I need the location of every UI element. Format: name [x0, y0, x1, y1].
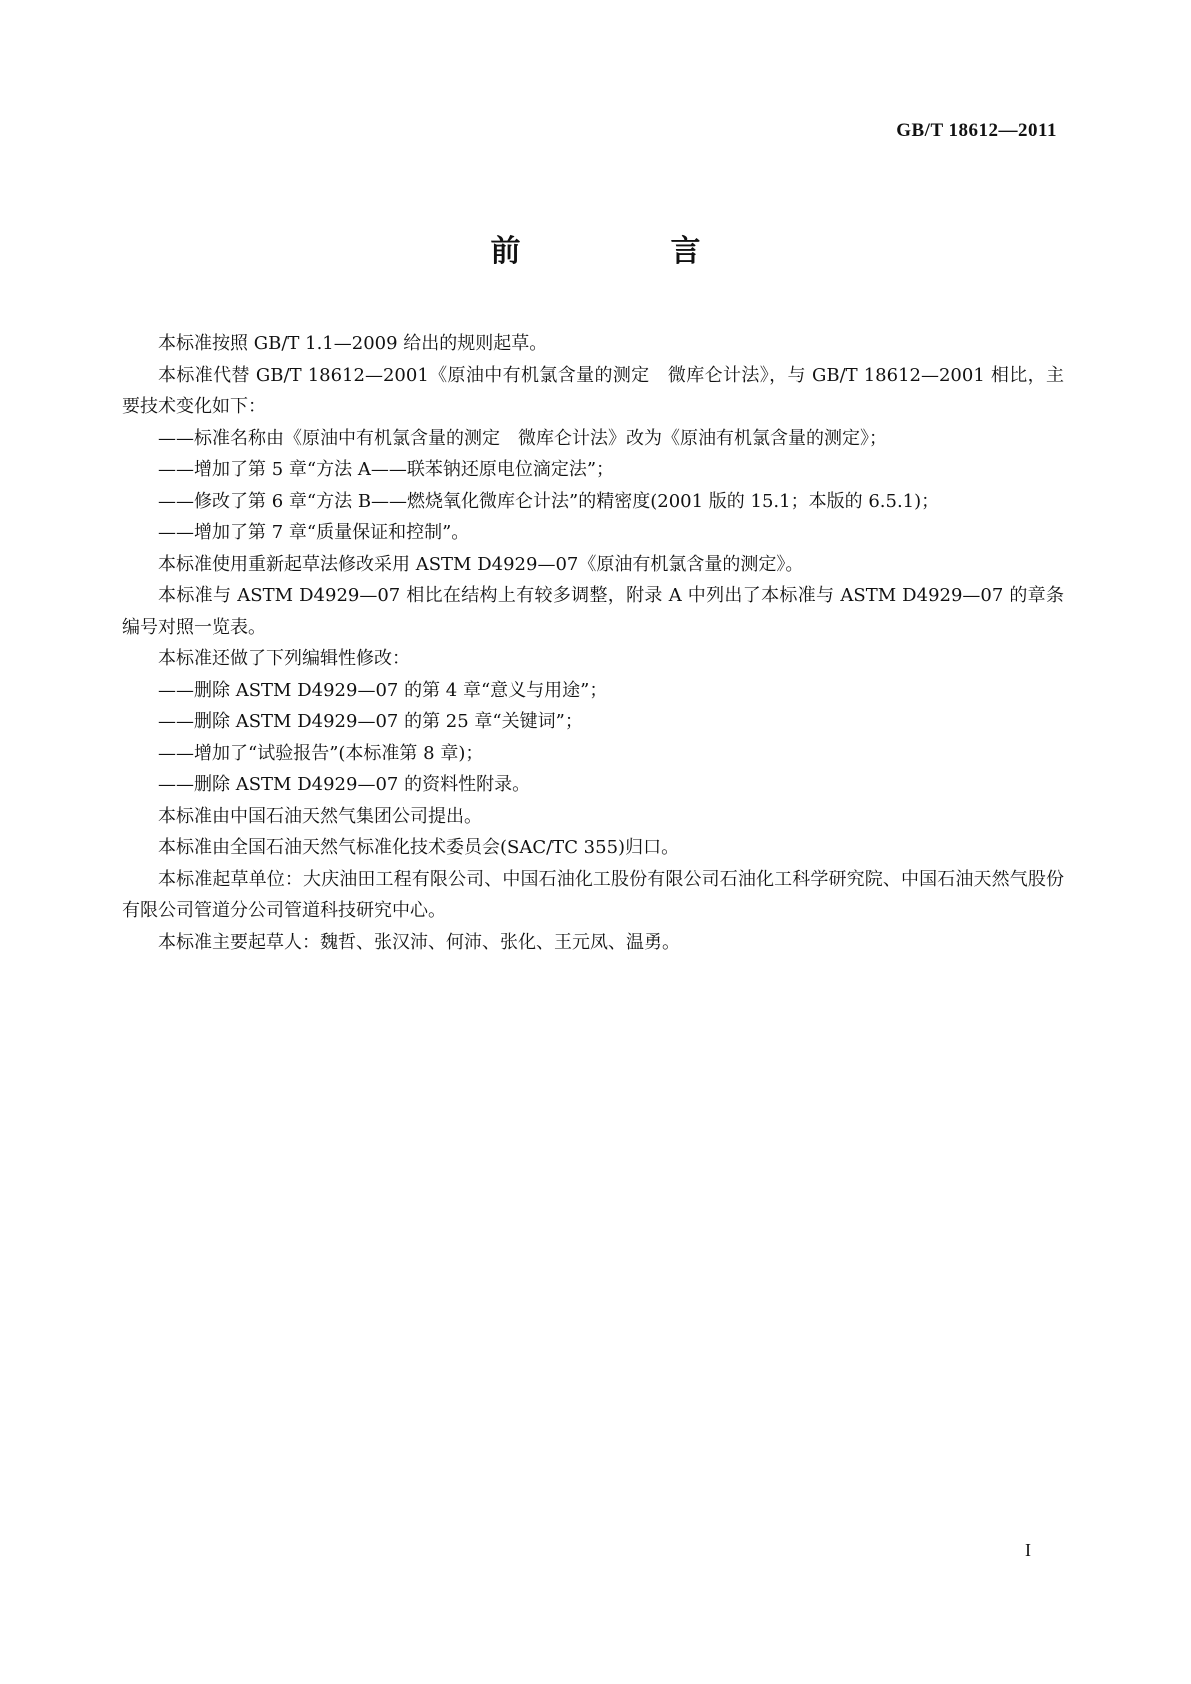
list-item: ——标准名称由《原油中有机氯含量的测定 微库仑计法》改为《原油有机氯含量的测定》；	[158, 427, 887, 449]
paragraph: 本标准起草单位：大庆油田工程有限公司、中国石油化工股份有限公司石油化工科学研究院、中国石油天然气股份有限公司管道分公司管道科技研究中心。	[122, 868, 1064, 921]
list-item: ——增加了“试验报告”(本标准第 8 章)；	[158, 742, 484, 764]
standard-code: GB/T 18612—2011	[896, 120, 1057, 141]
paragraph: 本标准使用重新起草法修改采用 ASTM D4929—07《原油有机氯含量的测定》。	[158, 553, 804, 575]
paragraph: 本标准由中国石油天然气集团公司提出。	[158, 805, 482, 827]
paragraph: 本标准还做了下列编辑性修改：	[158, 648, 410, 669]
page-number: I	[1025, 1540, 1031, 1560]
list-item: ——增加了第 7 章“质量保证和控制”。	[158, 522, 470, 543]
page-title: 前 言	[490, 234, 761, 269]
paragraph: 本标准由全国石油天然气标准化技术委员会(SAC/TC 355)归口。	[158, 837, 680, 858]
paragraph: 本标准主要起草人：魏哲、张汉沛、何沛、张化、王元凤、温勇。	[158, 931, 680, 953]
list-item: ——修改了第 6 章“方法 B——燃烧氧化微库仑计法”的精密度(2001 版的 15.1；本版的 6.5.1)；	[158, 490, 940, 512]
list-item: ——增加了第 5 章“方法 A——联苯钠还原电位滴定法”；	[158, 459, 615, 480]
paragraph: 本标准按照 GB/T 1.1—2009 给出的规则起草。	[158, 333, 548, 354]
list-item: ——删除 ASTM D4929—07 的第 4 章“意义与用途”；	[158, 679, 608, 701]
paragraph: 本标准代替 GB/T 18612—2001《原油中有机氯含量的测定 微库仑计法》，与 GB/T 18612—2001 相比，主要技术变化如下：	[122, 364, 1064, 417]
list-item: ——删除 ASTM D4929—07 的资料性附录。	[158, 774, 531, 795]
paragraph: 本标准与 ASTM D4929—07 相比在结构上有较多调整，附录 A 中列出了本标准与 ASTM D4929—07 的章条编号对照一览表。	[122, 585, 1064, 638]
list-item: ——删除 ASTM D4929—07 的第 25 章“关键词”；	[158, 711, 583, 732]
foreword-body	[122, 328, 1064, 958]
